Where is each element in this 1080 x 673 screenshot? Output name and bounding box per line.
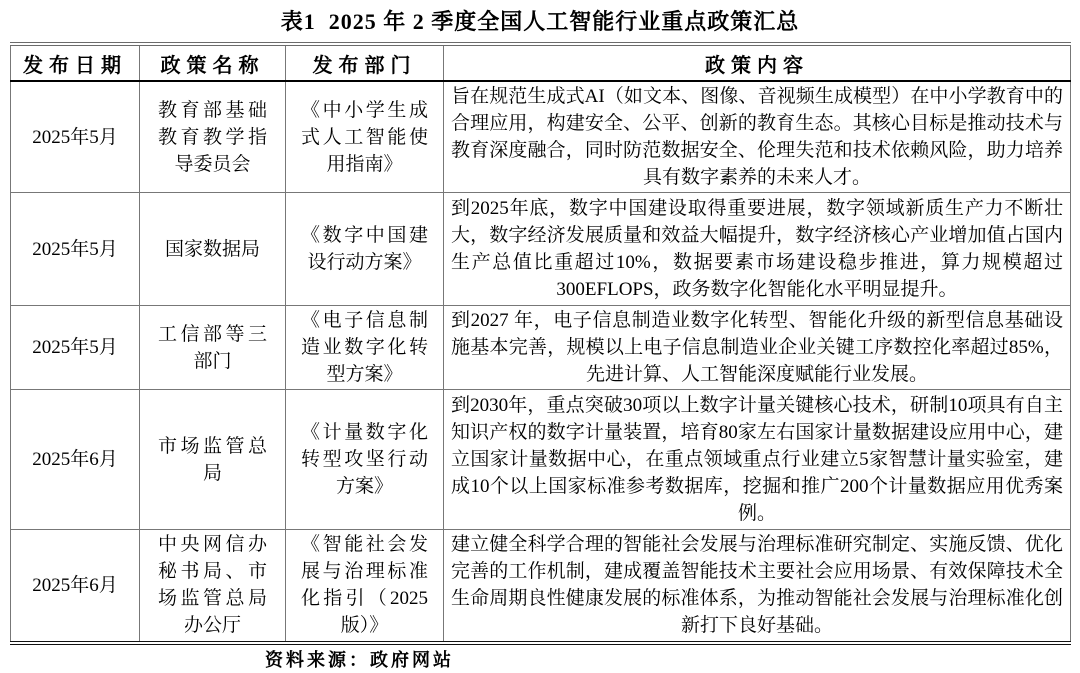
cell-policy-content: 旨在规范生成式AI（如文本、图像、音视频生成模型）在中小学教育中的合理应用，构建安全、公平、创新的教育生态。其核心目标是推动技术与教育深度融合，同时防范数据安全、伦理失范和技术依赖风险，助力培养具有数字素养的未来人才。 [444,81,1071,193]
table-row [11,530,1071,643]
cell-publish-date: 2025年5月 [11,81,140,193]
cell-publish-date: 2025年6月 [11,390,140,530]
cell-policy-content: 到2025年底，数字中国建设取得重要进展，数字领域新质生产力不断壮大，数字经济发展质量和效益大幅提升，数字经济核心产业增加值占国内生产总值比重超过10%，数据要素市场建设稳步推进，算力规模超过300EFLOPS，政务数字化智能化水平明显提升。 [444,193,1071,306]
cell-policy-name: 市场监管总局 [140,390,286,530]
data-source-note: 资料来源：政府网站 [265,650,454,670]
cell-policy-name: 中央网信办秘书局、市场监管总局办公厅 [140,530,286,643]
cell-publish-dept: 《中小学生成式人工智能使用指南》 [286,81,444,193]
table-row [11,81,1071,193]
header-cell-publish-dept: 发布部门 [286,44,444,81]
cell-publish-dept: 《智能社会发展与治理标准化指引（2025版）》 [286,530,444,643]
header-cell-policy-name: 政策名称 [140,44,286,81]
cell-policy-content: 到2030年，重点突破30项以上数字计量关键核心技术，研制10项具有自主知识产权的数字计量装置，培育80家左右国家计量数据建设应用中心，建立国家计量数据中心，在重点领域重点行业建立5家智慧计量实验室，建成10个以上国家标准参考数据库，挖掘和推广200个计量数据应用优秀案例。 [444,390,1071,530]
table-row [11,306,1071,390]
cell-policy-content: 到2027 年，电子信息制造业数字化转型、智能化升级的新型信息基础设施基本完善，规模以上电子信息制造业企业关键工序数控化率超过85%，先进计算、人工智能深度赋能行业发展。 [444,306,1071,390]
policy-summary-table [10,42,1071,645]
cell-publish-dept: 《电子信息制造业数字化转型方案》 [286,306,444,390]
cell-policy-name: 国家数据局 [140,193,286,306]
cell-policy-name: 教育部基础教育教学指导委员会 [140,81,286,193]
header-row [11,44,1071,81]
cell-publish-date: 2025年5月 [11,306,140,390]
cell-policy-name: 工信部等三部门 [140,306,286,390]
table-row [11,193,1071,306]
cell-publish-date: 2025年5月 [11,193,140,306]
cell-publish-dept: 《数字中国建设行动方案》 [286,193,444,306]
header-cell-publish-date: 发布日期 [11,44,140,81]
cell-publish-dept: 《计量数字化转型攻坚行动方案》 [286,390,444,530]
table-title: 表1 2025 年 2 季度全国人工智能行业重点政策汇总 [280,9,800,34]
header-cell-policy-content: 政策内容 [444,44,1071,81]
table-row [11,390,1071,530]
cell-publish-date: 2025年6月 [11,530,140,643]
cell-policy-content: 建立健全科学合理的智能社会发展与治理标准研究制定、实施反馈、优化完善的工作机制，建成覆盖智能技术主要社会应用场景、有效保障技术全生命周期良性健康发展的标准体系，为推动智能社会发展与治理标准化创新打下良好基础。 [444,530,1071,643]
